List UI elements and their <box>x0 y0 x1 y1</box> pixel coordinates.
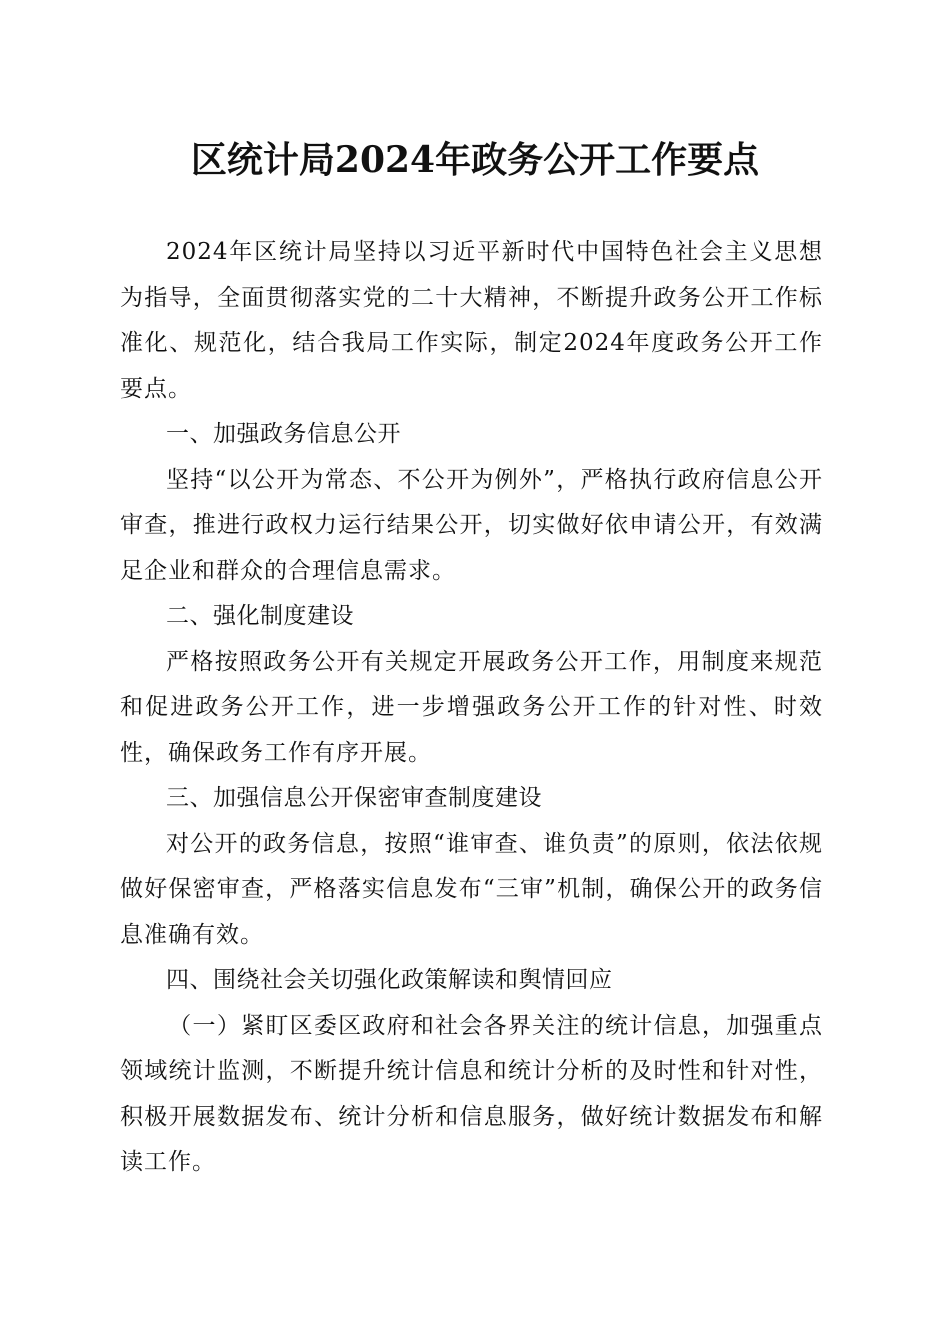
document-body <box>120 230 823 1186</box>
section-paragraph: 严格按照政务公开有关规定开展政务公开工作，用制度来规范和促进政务公开工作，进一步增强政务公开工作的针对性、时效性，确保政务工作有序开展。 <box>120 648 823 766</box>
section-heading: 四、围绕社会关切强化政策解读和舆情回应 <box>166 967 613 993</box>
section-heading: 二、强化制度建设 <box>166 603 354 629</box>
section-paragraph: 坚持“以公开为常态、不公开为例外”，严格执行政府信息公开审查，推进行政权力运行结果公开，切实做好依申请公开，有效满足企业和群众的合理信息需求。 <box>120 466 823 584</box>
section-heading: 一、加强政务信息公开 <box>166 421 401 447</box>
section-4 <box>120 958 823 1186</box>
section-3 <box>120 776 823 958</box>
intro-paragraph: 2024年区统计局坚持以习近平新时代中国特色社会主义思想为指导，全面贯彻落实党的二十大精神，不断提升政务公开工作标准化、规范化，结合我局工作实际，制定2024年度政务公开工作要点。 <box>120 239 823 402</box>
section-1 <box>120 412 823 594</box>
section-paragraph: 对公开的政务信息，按照“谁审查、谁负责”的原则，依法依规做好保密审查，严格落实信息发布“三审”机制，确保公开的政务信息准确有效。 <box>120 830 823 948</box>
section-paragraph: （一）紧盯区委区政府和社会各界关注的统计信息，加强重点领域统计监测，不断提升统计信息和统计分析的及时性和针对性，积极开展数据发布、统计分析和信息服务，做好统计数据发布和解读工作。 <box>120 1012 823 1175</box>
document-title: 区统计局2024年政务公开工作要点 <box>190 139 760 181</box>
section-heading: 三、加强信息公开保密审查制度建设 <box>166 785 542 811</box>
section-2 <box>120 594 823 776</box>
